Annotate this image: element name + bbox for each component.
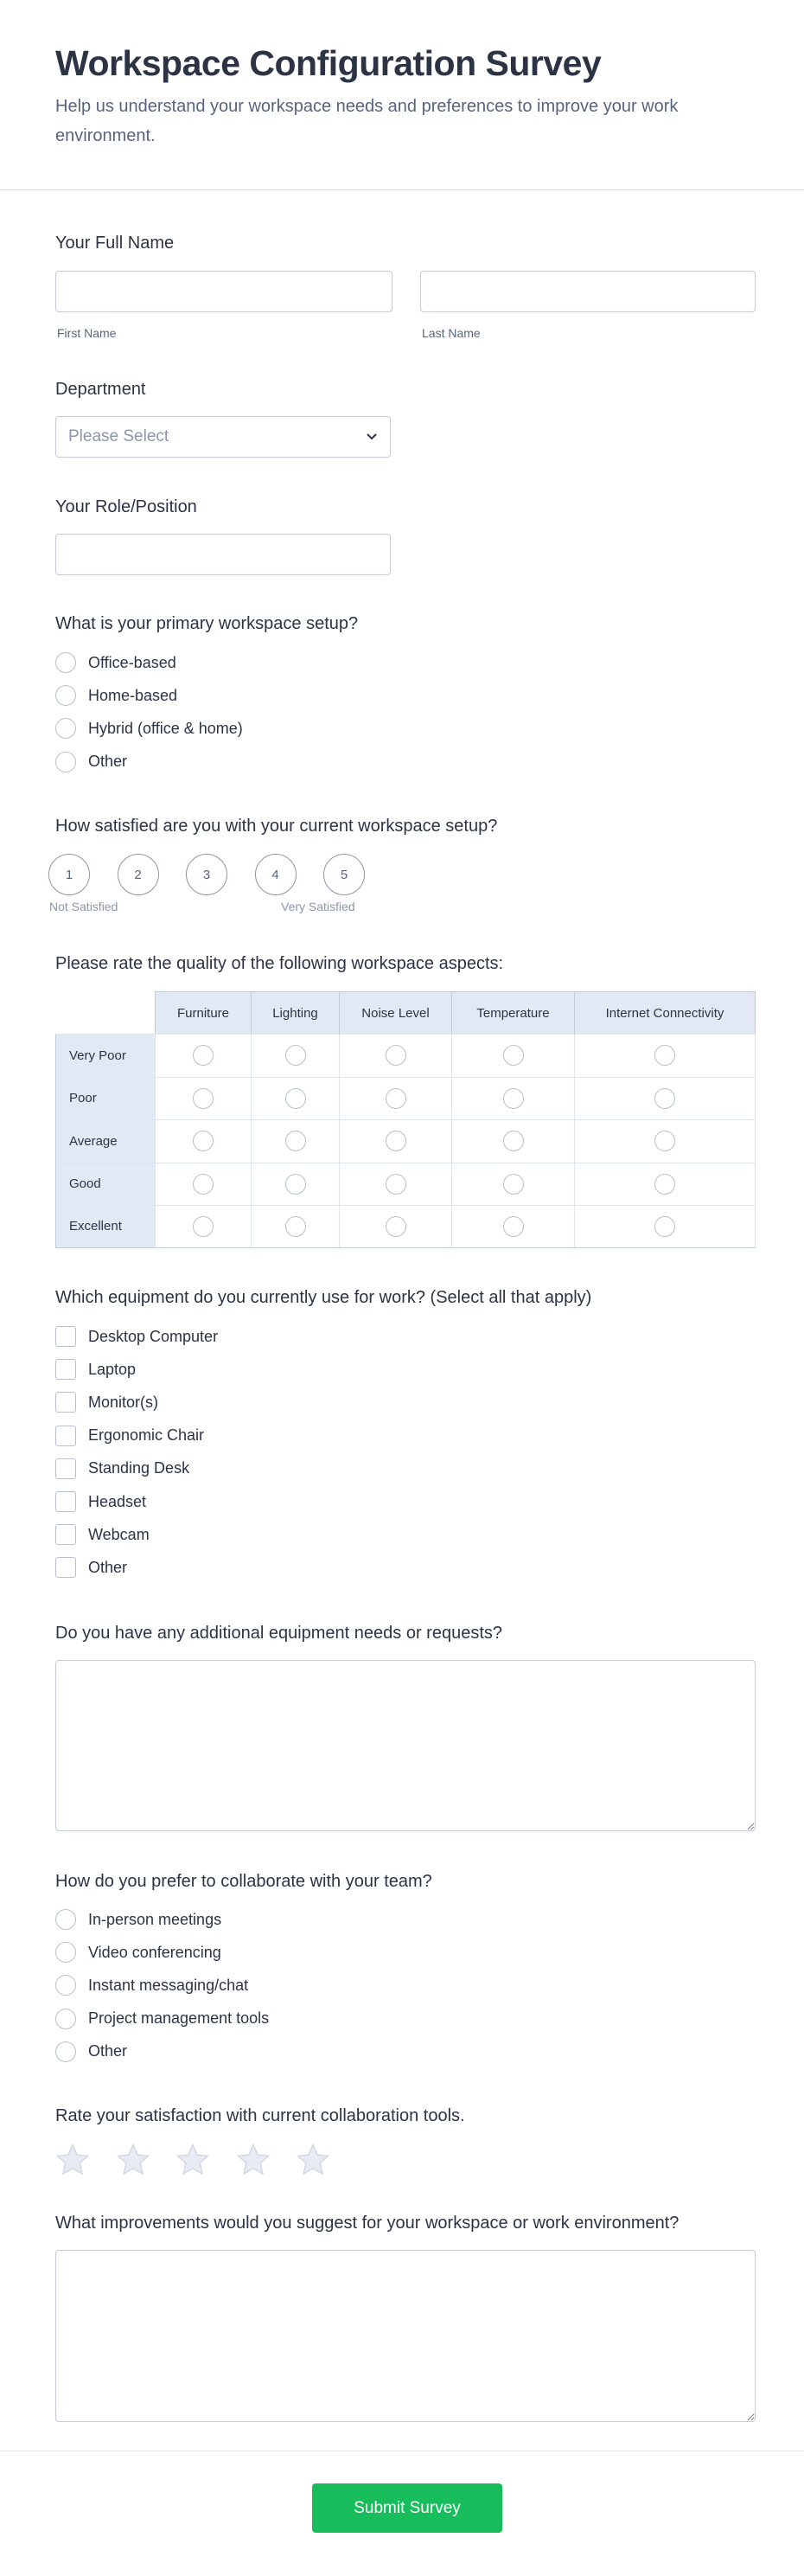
- matrix-radio[interactable]: [386, 1131, 406, 1151]
- last-name-sublabel: Last Name: [422, 326, 481, 340]
- role-input[interactable]: [55, 534, 391, 575]
- option-label: Monitor(s): [88, 1393, 159, 1411]
- equipment-option[interactable]: [55, 1326, 218, 1347]
- improvements-label: What improvements would you suggest for your workspace or work environment?: [55, 2214, 680, 2233]
- collaborate-label: How do you prefer to collaborate with your team?: [55, 1872, 432, 1891]
- improvements-textarea[interactable]: [55, 2250, 756, 2422]
- matrix-cell: [156, 1163, 252, 1206]
- matrix-row: [55, 1119, 756, 1163]
- checkbox[interactable]: [55, 1557, 76, 1578]
- matrix-cell: [575, 1205, 756, 1248]
- header-divider: [0, 189, 804, 190]
- last-name-input[interactable]: [420, 271, 756, 312]
- checkbox[interactable]: [55, 1458, 76, 1479]
- matrix-radio[interactable]: [503, 1131, 524, 1151]
- matrix-radio[interactable]: [503, 1088, 524, 1109]
- workspace-setup-option[interactable]: [55, 752, 127, 772]
- matrix-radio[interactable]: [193, 1216, 214, 1237]
- matrix-cell: [252, 1077, 340, 1120]
- matrix-cell: [575, 1034, 756, 1077]
- radio-button[interactable]: [55, 1975, 76, 1996]
- matrix-row-header: Very Poor: [55, 1034, 156, 1077]
- collaborate-option[interactable]: [55, 2041, 127, 2062]
- matrix-label: Please rate the quality of the following workspace aspects:: [55, 954, 504, 973]
- matrix-column-header: Noise Level: [340, 991, 452, 1034]
- matrix-row-header: Excellent: [55, 1205, 156, 1248]
- option-label: Office-based: [88, 653, 176, 671]
- matrix-cell: [452, 1163, 575, 1206]
- page-subtitle: Help us understand your workspace needs and preferences to improve your work environment.: [55, 97, 679, 145]
- role-label: Your Role/Position: [55, 497, 197, 516]
- matrix-corner: [55, 991, 156, 1034]
- matrix-cell: [156, 1034, 252, 1077]
- matrix-row: [55, 1034, 756, 1077]
- workspace-setup-option[interactable]: [55, 718, 243, 739]
- star-icon[interactable]: [55, 2143, 90, 2182]
- option-label: Video conferencing: [88, 1943, 221, 1961]
- option-label: Ergonomic Chair: [88, 1426, 205, 1445]
- scale-min-label: Not Satisfied: [49, 900, 118, 913]
- matrix-cell: [575, 1163, 756, 1206]
- radio-button[interactable]: [55, 652, 76, 673]
- matrix-row: [55, 1163, 756, 1206]
- checkbox[interactable]: [55, 1392, 76, 1413]
- radio-button[interactable]: [55, 2009, 76, 2029]
- matrix-row: [55, 1077, 756, 1120]
- matrix-cell: [340, 1077, 452, 1120]
- first-name-sublabel: First Name: [57, 326, 117, 340]
- matrix-cell: [575, 1119, 756, 1163]
- matrix-radio[interactable]: [503, 1045, 524, 1066]
- matrix-row: [55, 1205, 756, 1248]
- radio-button[interactable]: [55, 752, 76, 772]
- department-label: Department: [55, 380, 146, 399]
- radio-button[interactable]: [55, 1909, 76, 1930]
- matrix-cell: [252, 1205, 340, 1248]
- scale-option-4[interactable]: 4: [255, 854, 297, 895]
- option-label: Other: [88, 753, 128, 771]
- option-label: Webcam: [88, 1525, 150, 1543]
- department-select[interactable]: [55, 416, 391, 458]
- matrix-radio[interactable]: [193, 1088, 214, 1109]
- star-icon[interactable]: [236, 2143, 271, 2182]
- option-label: Other: [88, 2042, 128, 2060]
- scale-max-label: Very Satisfied: [281, 900, 355, 913]
- full-name-label: Your Full Name: [55, 234, 175, 253]
- equipment-option[interactable]: [55, 1524, 150, 1545]
- chevron-down-icon: [366, 433, 378, 441]
- matrix-row-header: Average: [55, 1119, 156, 1163]
- additional-label: Do you have any additional equipment needs or requests?: [55, 1624, 503, 1643]
- matrix-radio[interactable]: [285, 1131, 306, 1151]
- matrix-cell: [575, 1077, 756, 1120]
- matrix-radio[interactable]: [193, 1131, 214, 1151]
- matrix-radio[interactable]: [386, 1088, 406, 1109]
- radio-button[interactable]: [55, 1942, 76, 1963]
- matrix-radio[interactable]: [386, 1045, 406, 1066]
- option-label: Home-based: [88, 686, 178, 704]
- matrix-cell: [156, 1077, 252, 1120]
- workspace-setup-option[interactable]: [55, 652, 176, 673]
- equipment-option[interactable]: [55, 1458, 189, 1479]
- collaborate-option[interactable]: [55, 2009, 269, 2029]
- matrix-cell: [452, 1119, 575, 1163]
- matrix-cell: [340, 1163, 452, 1206]
- radio-button[interactable]: [55, 718, 76, 739]
- equipment-option[interactable]: [55, 1557, 127, 1578]
- matrix-cell: [252, 1119, 340, 1163]
- checkbox[interactable]: [55, 1426, 76, 1446]
- matrix-column-header: Temperature: [452, 991, 575, 1034]
- star-icon[interactable]: [296, 2143, 330, 2182]
- option-label: Project management tools: [88, 2009, 270, 2028]
- matrix-radio[interactable]: [654, 1045, 675, 1066]
- matrix-cell: [452, 1034, 575, 1077]
- matrix-radio[interactable]: [285, 1088, 306, 1109]
- matrix-radio[interactable]: [386, 1216, 406, 1237]
- additional-textarea[interactable]: [55, 1660, 756, 1831]
- matrix-radio[interactable]: [386, 1174, 406, 1195]
- matrix-radio[interactable]: [654, 1174, 675, 1195]
- matrix-radio[interactable]: [285, 1174, 306, 1195]
- first-name-input[interactable]: [55, 271, 392, 312]
- matrix-radio[interactable]: [285, 1216, 306, 1237]
- matrix-cell: [156, 1205, 252, 1248]
- radio-button[interactable]: [55, 685, 76, 706]
- equipment-option[interactable]: [55, 1359, 136, 1380]
- page-title: Workspace Configuration Survey: [55, 43, 602, 83]
- matrix-table: [55, 991, 756, 1248]
- matrix-radio[interactable]: [193, 1045, 214, 1066]
- matrix-row-header: Poor: [55, 1077, 156, 1120]
- radio-button[interactable]: [55, 2041, 76, 2062]
- scale-option-1[interactable]: 1: [48, 854, 90, 895]
- matrix-cell: [156, 1119, 252, 1163]
- checkbox[interactable]: [55, 1491, 76, 1512]
- matrix-cell: [252, 1034, 340, 1077]
- checkbox[interactable]: [55, 1326, 76, 1347]
- matrix-cell: [340, 1205, 452, 1248]
- submit-button[interactable]: Submit Survey: [312, 2483, 502, 2533]
- collaborate-option[interactable]: [55, 1909, 221, 1930]
- matrix-cell: [252, 1163, 340, 1206]
- matrix-cell: [452, 1205, 575, 1248]
- matrix-row-header: Good: [55, 1163, 156, 1206]
- star-icon[interactable]: [116, 2143, 150, 2182]
- scale-option-5[interactable]: 5: [323, 854, 365, 895]
- option-label: Desktop Computer: [88, 1327, 219, 1345]
- scale-option-2[interactable]: 2: [118, 854, 159, 895]
- workspace-setup-option[interactable]: [55, 685, 177, 706]
- star-icon[interactable]: [175, 2143, 210, 2182]
- workspace-setup-label: What is your primary workspace setup?: [55, 614, 359, 633]
- equipment-option[interactable]: [55, 1392, 158, 1413]
- matrix-radio[interactable]: [503, 1174, 524, 1195]
- equipment-label: Which equipment do you currently use for work? (Select all that apply): [55, 1288, 592, 1307]
- matrix-radio[interactable]: [193, 1174, 214, 1195]
- option-label: In-person meetings: [88, 1910, 222, 1928]
- checkbox[interactable]: [55, 1359, 76, 1380]
- scale-option-3[interactable]: 3: [186, 854, 227, 895]
- matrix-radio[interactable]: [503, 1216, 524, 1237]
- option-label: Standing Desk: [88, 1459, 190, 1477]
- department-placeholder: Please Select: [68, 427, 169, 445]
- matrix-radio[interactable]: [285, 1045, 306, 1066]
- option-label: Instant messaging/chat: [88, 1976, 249, 1994]
- matrix-column-header: Furniture: [156, 991, 252, 1034]
- matrix-radio[interactable]: [654, 1088, 675, 1109]
- option-label: Laptop: [88, 1360, 137, 1378]
- option-label: Other: [88, 1558, 128, 1576]
- checkbox[interactable]: [55, 1524, 76, 1545]
- collaborate-option[interactable]: [55, 1975, 248, 1996]
- matrix-column-header: Internet Connectivity: [575, 991, 756, 1034]
- matrix-cell: [340, 1034, 452, 1077]
- option-label: Headset: [88, 1492, 147, 1510]
- equipment-option[interactable]: [55, 1426, 204, 1446]
- option-label: Hybrid (office & home): [88, 719, 243, 737]
- matrix-radio[interactable]: [654, 1131, 675, 1151]
- matrix-column-header: Lighting: [252, 991, 340, 1034]
- tools-rating-label: Rate your satisfaction with current collaboration tools.: [55, 2106, 465, 2125]
- matrix-cell: [452, 1077, 575, 1120]
- equipment-option[interactable]: [55, 1491, 146, 1512]
- satisfaction-label: How satisfied are you with your current workspace setup?: [55, 817, 498, 836]
- collaborate-option[interactable]: [55, 1942, 221, 1963]
- matrix-radio[interactable]: [654, 1216, 675, 1237]
- matrix-cell: [340, 1119, 452, 1163]
